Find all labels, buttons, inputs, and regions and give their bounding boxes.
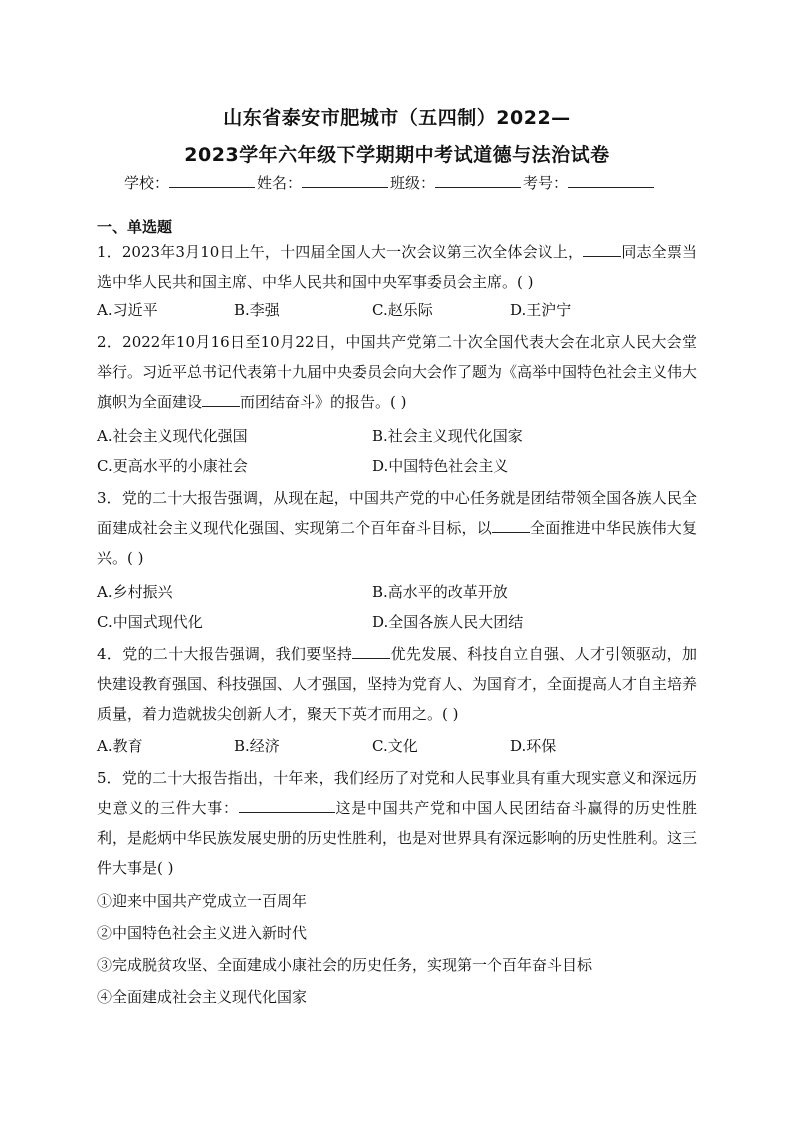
question-3-blank <box>492 516 530 533</box>
question-4-option-d[interactable]: D.环保 <box>510 737 557 755</box>
question-1-option-a[interactable]: A.习近平 <box>97 301 158 319</box>
question-3-options-row-1 <box>97 577 697 607</box>
question-1-text-a: 1．2023年3月10日上午，十四届全国人大一次会议第三次全体会议上， <box>97 243 584 261</box>
question-3-options-row-2 <box>97 607 697 637</box>
question-1 <box>97 237 697 297</box>
question-2-text-a: 2．2022年10月16日至10月22日，中国共产党第二十次全国代表大会在北京人民大会堂举行。习近平总书记代表第十九届中央委员会向大会作了题为《高举中国特色社会主义伟大旗帜为全面建设 <box>97 333 698 411</box>
question-3-option-b[interactable]: B.高水平的改革开放 <box>372 583 508 601</box>
question-2-option-b[interactable]: B.社会主义现代化国家 <box>372 427 523 445</box>
question-4-options <box>97 731 697 761</box>
question-5-blank <box>239 796 335 813</box>
question-5-item-1: ①迎来中国共产党成立一百周年 <box>97 892 308 910</box>
question-1-options <box>97 295 697 325</box>
question-3-option-c[interactable]: C.中国式现代化 <box>97 613 203 631</box>
question-3-text-a: 3．党的二十大报告强调，从现在起，中国共产党的中心任务就是团结带领全国各族人民全面建成社会主义现代化强国、实现第二个百年奋斗目标，以 <box>97 489 697 537</box>
question-2-options-row-1 <box>97 421 697 451</box>
question-5-item-4: ④全面建成社会主义现代化国家 <box>97 988 308 1006</box>
question-4-option-a[interactable]: A.教育 <box>97 737 143 755</box>
name-blank[interactable] <box>302 173 388 188</box>
question-2-options-row-2 <box>97 451 697 481</box>
question-1-option-b[interactable]: B.李强 <box>234 301 280 319</box>
question-2-text-b: 而团结奋斗》的报告。( ) <box>240 393 407 411</box>
question-1-option-c[interactable]: C.赵乐际 <box>372 301 433 319</box>
question-2-option-c[interactable]: C.更高水平的小康社会 <box>97 457 248 475</box>
question-4-option-b[interactable]: B.经济 <box>234 737 280 755</box>
question-4 <box>97 639 697 729</box>
question-4-text-a: 4．党的二十大报告强调，我们要坚持 <box>97 645 353 663</box>
exam-number-blank[interactable] <box>568 173 654 188</box>
class-label: 班级： <box>390 174 436 192</box>
exam-title-line-1: 山东省泰安市肥城市（五四制）2022— <box>223 107 571 129</box>
question-4-blank <box>352 642 390 659</box>
question-1-option-d[interactable]: D.王沪宁 <box>510 301 572 319</box>
class-blank[interactable] <box>435 173 521 188</box>
question-5 <box>97 763 697 883</box>
question-5-item-2: ②中国特色社会主义进入新时代 <box>97 924 308 942</box>
question-5-text-a: 5．党的二十大报告指出，十年来，我们经历了对党和人民事业具有重大现实意义和深远历史意义的三件大事： <box>97 769 697 817</box>
question-3-option-a[interactable]: A.乡村振兴 <box>97 583 173 601</box>
question-5-text-b: 这是中国共产党和中国人民团结奋斗赢得的历史性胜利，是彪炳中华民族发展史册的历史性胜利，也是对世界具有深远影响的历史性胜利。这三件大事是( ) <box>97 799 698 877</box>
question-1-text-b: 同志全票当选中华人民共和国主席、中华人民共和国中央军事委员会主席。( ) <box>97 243 697 291</box>
question-3-text-b: 全面推进中华民族伟大复兴。( ) <box>97 519 697 567</box>
question-4-text-b: 优先发展、科技自立自强、人才引领驱动，加快建设教育强国、科技强国、人才强国，坚持为党育人、为国育才，全面提高人才自主培养质量，着力造就拔尖创新人才，聚天下英才而用之。( ) <box>97 645 698 723</box>
question-3-option-d[interactable]: D.全国各族人民大团结 <box>372 613 524 631</box>
question-1-blank <box>583 240 621 257</box>
question-3 <box>97 483 697 573</box>
section-title: 一、单选题 <box>97 218 173 236</box>
question-2-blank <box>202 390 240 407</box>
exam-title-line-2: 2023学年六年级下学期期中考试道德与法治试卷 <box>184 144 610 166</box>
question-2 <box>97 327 697 417</box>
exam-number-label: 考号： <box>523 174 569 192</box>
question-5-item-3: ③完成脱贫攻坚、全面建成小康社会的历史任务，实现第一个百年奋斗目标 <box>97 956 593 974</box>
name-label: 姓名： <box>257 174 303 192</box>
question-4-option-c[interactable]: C.文化 <box>372 737 418 755</box>
school-label: 学校： <box>124 174 170 192</box>
school-blank[interactable] <box>169 173 255 188</box>
question-2-option-a[interactable]: A.社会主义现代化强国 <box>97 427 248 445</box>
student-info-row <box>124 172 684 193</box>
question-2-option-d[interactable]: D.中国特色社会主义 <box>372 457 509 475</box>
